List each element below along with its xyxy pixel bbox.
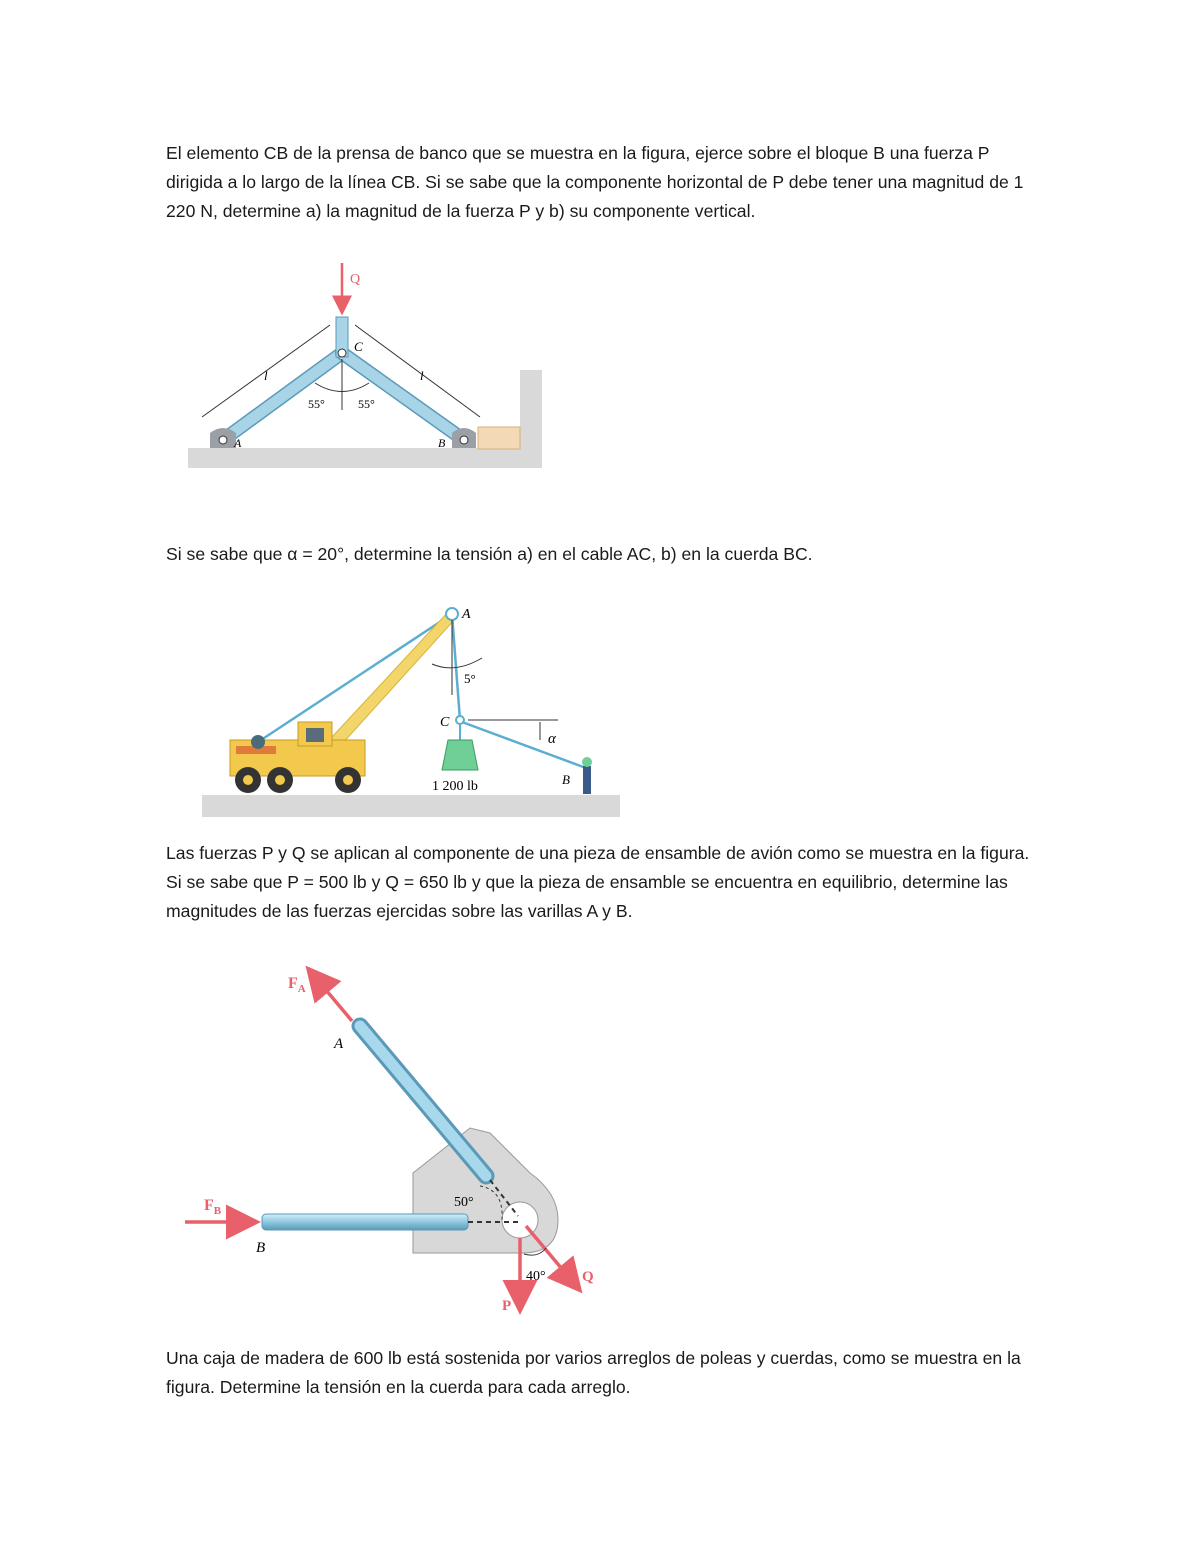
crane-boom [320,612,456,755]
crane-figure [200,600,625,820]
label-q: Q [350,272,361,287]
label-l-right: l [420,368,424,383]
label-weight: 1 200 lb [432,779,478,794]
ground [188,448,542,468]
label-c: C [354,339,363,354]
problem-3-text: Las fuerzas P y Q se aplican al componente de una pieza de ensamble de avión como se muestra en la figura. Si se sabe que P = 500 lb y Q = 650 lb y que la pieza de ensamble se encuentra en equilibrio, determine las magnitudes de las fuerzas ejercidas sobre las varillas A y B. [166,843,1030,921]
rod-b [262,1214,468,1230]
anchor-person [583,766,591,794]
label-fb: $F_B$ [204,1197,222,1217]
label-b: B [562,772,570,787]
angle-50: 50° [454,1195,474,1210]
label-fa: $F_A$ [288,975,306,995]
label-alpha: α [548,731,556,747]
bracket-plate [413,1128,558,1253]
angle-left: 55° [308,397,325,411]
problem-2-text: Si se sabe que α = 20°, determine la tensión a) en el cable AC, b) en la cuerda BC. [166,544,813,564]
label-a: A [234,436,242,450]
label-p: P [502,1298,512,1314]
angle-5: 5° [464,671,476,686]
vise-wall [520,370,542,468]
block-b [478,427,520,449]
angle-right: 55° [358,397,375,411]
label-l-left: l [264,368,268,383]
angle-40: 40° [526,1269,546,1284]
force-fa-arrow [310,971,352,1021]
label-c: C [440,715,450,730]
rope-cb [462,722,586,768]
label-rod-a: A [334,1036,344,1052]
problem-1-text: El elemento CB de la prensa de banco que se muestra en la figura, ejerce sobre el bloque B una fuerza P dirigida a lo largo de la línea CB. Si se sabe que la componente horizontal de P debe tener una magnitud de 1 220 N, determine a) la magnitud de la fuerza P y b) su componente vertical. [166,143,1024,221]
aircraft-bracket-figure [180,958,620,1318]
label-rod-b: B [256,1240,266,1256]
pulley-a [446,608,458,620]
label-b: B [438,436,446,450]
problem-4-text: Una caja de madera de 600 lb está sostenida por varios arreglos de poleas y cuerdas, como se muestra en la figura. Determine la tensión en la cuerda para cada arreglo. [166,1348,1021,1397]
ground [202,795,620,817]
label-q: Q [582,1269,594,1285]
vise-figure [180,255,550,475]
label-a: A [462,607,471,622]
weight [442,740,478,770]
